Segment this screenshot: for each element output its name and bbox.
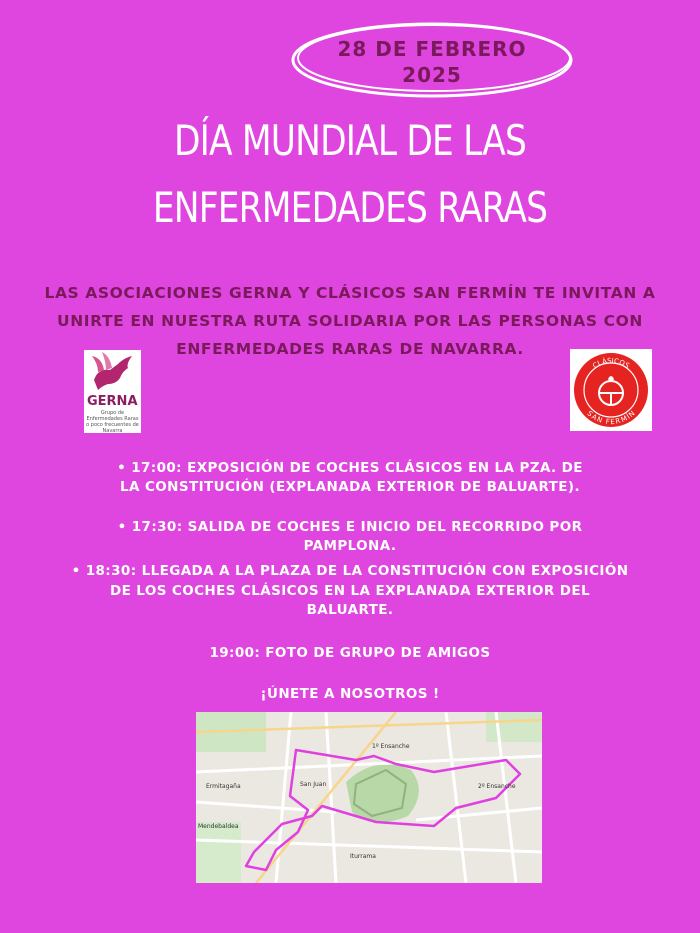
schedule-item-1-line-1: • 17:00: EXPOSICIÓN DE COCHES CLÁSICOS EN LA PZA. DE (117, 460, 583, 476)
map-label-sanjuan: San Juan (300, 781, 327, 788)
clasicos-san-fermin-logo (570, 349, 652, 431)
page-title-line-1: DÍA MUNDIAL DE LAS (173, 116, 527, 165)
clasicos-logo-top-text: CLÁSICOS (591, 356, 631, 371)
route-map (196, 712, 542, 883)
gerna-logo (84, 350, 141, 433)
intro-line-3: ENFERMEDADES RARAS DE NAVARRA. (176, 340, 524, 358)
map-label-ensanche1: 1º Ensanche (372, 743, 410, 750)
route-map-graphic (196, 712, 542, 883)
intro-line-1: LAS ASOCIACIONES GERNA Y CLÁSICOS SAN FERMÍN TE INVITAN A (44, 284, 656, 302)
gerna-logo-subtitle: Grupo de Enfermedades Raras o poco frecuentes de Navarra (86, 410, 139, 434)
date-line-2: 2025 (402, 63, 462, 87)
gerna-logo-name: GERNA (87, 394, 138, 409)
schedule-item-1-line-2: LA CONSTITUCIÓN (EXPLANADA EXTERIOR DE BALUARTE). (120, 479, 580, 495)
clasicos-logo-bottom-text: SAN FERMÍN (585, 409, 637, 427)
map-label-ermitagana: Ermitagaña (206, 783, 241, 790)
map-label-iturrama: Iturrama (350, 853, 376, 860)
schedule-item-2: • 17:30: SALIDA DE COCHES E INICIO DEL RECORRIDO POR PAMPLONA. (117, 519, 583, 554)
pegasus-logo-icon (84, 350, 141, 394)
join-us-text: ¡ÚNETE A NOSOTROS ! (260, 686, 440, 702)
schedule-item-3-line-3: BALUARTE. (306, 602, 394, 618)
date-line-1: 28 DE FEBRERO (337, 37, 527, 61)
map-label-mendebaldea: Mendebaldea (198, 823, 239, 830)
map-label-ensanche2: 2º Ensanche (478, 783, 516, 790)
steering-wheel-logo-icon (570, 349, 652, 431)
schedule-item-3-line-2: DE LOS COCHES CLÁSICOS EN LA EXPLANADA EXTERIOR DEL (109, 583, 591, 599)
page-title-line-2: ENFERMEDADES RARAS (152, 183, 548, 232)
intro-line-2: UNIRTE EN NUESTRA RUTA SOLIDARIA POR LAS PERSONAS CON (57, 312, 643, 330)
date-badge (288, 18, 576, 100)
schedule-item-4: 19:00: FOTO DE GRUPO DE AMIGOS (209, 645, 491, 661)
schedule-item-3-line-1: • 18:30: LLEGADA A LA PLAZA DE LA CONSTITUCIÓN CON EXPOSICIÓN (71, 563, 629, 579)
